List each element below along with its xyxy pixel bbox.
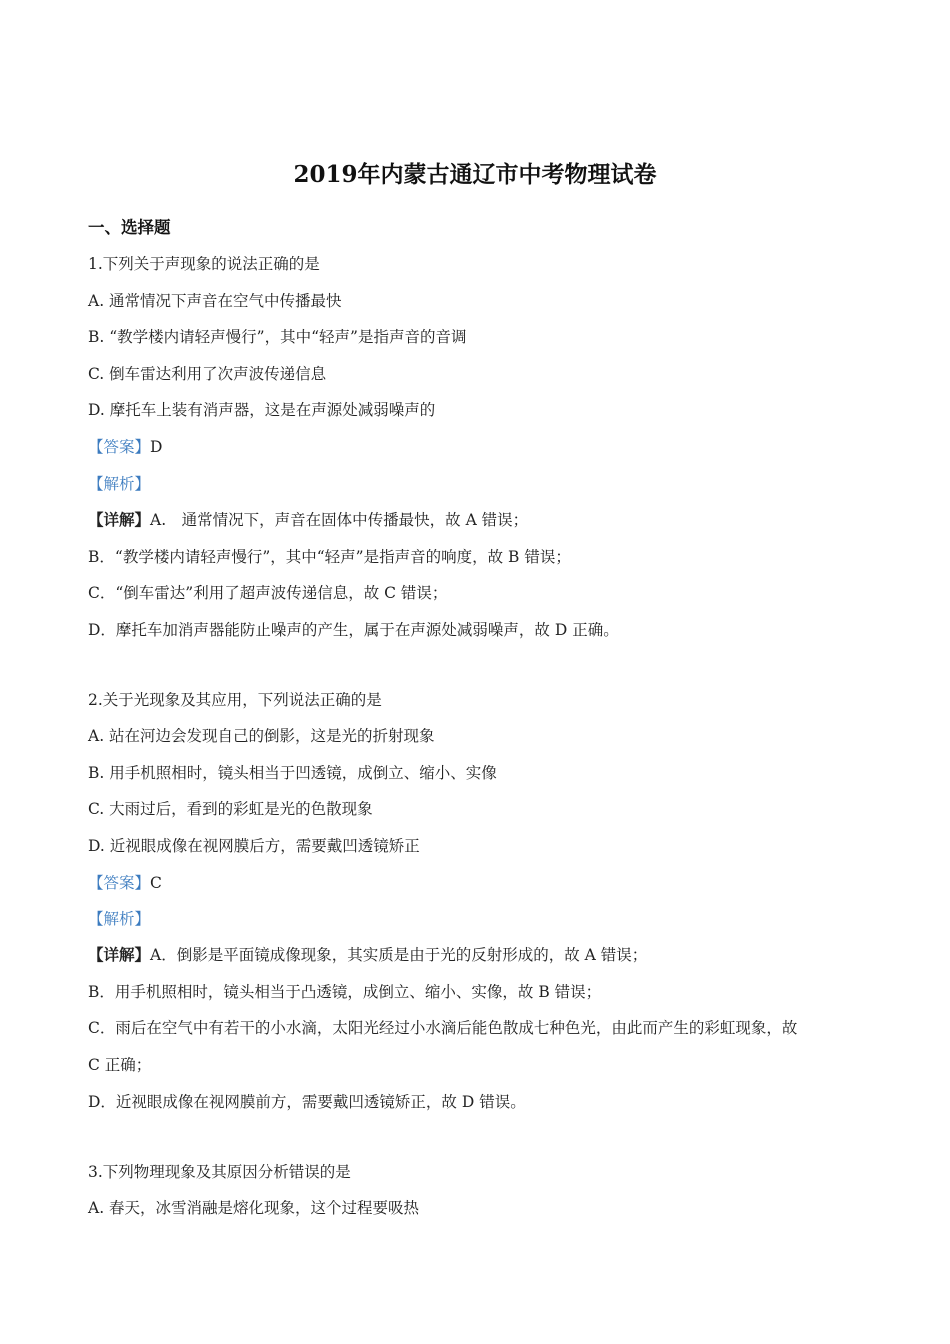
question-1-detail-d: D．摩托车加消声器能防止噪声的产生，属于在声源处减弱噪声，故 D 正确。 <box>88 621 619 639</box>
answer-tag: 【答案】 <box>88 874 151 892</box>
detail-text: A．倒影是平面镜成像现象，其实质是由于光的反射形成的，故 A 错误； <box>150 946 648 964</box>
document-title: 2019年内蒙古通辽市中考物理试卷 <box>293 161 657 188</box>
question-1-analysis-tag: 【解析】 <box>88 475 151 493</box>
question-1-option-c: C. 倒车雷达利用了次声波传递信息 <box>88 365 327 383</box>
question-1-option-b: B. “教学楼内请轻声慢行”，其中“轻声”是指声音的音调 <box>88 328 467 346</box>
question-3-option-a: A. 春天，冰雪消融是熔化现象，这个过程要吸热 <box>88 1199 420 1217</box>
question-2-option-d: D. 近视眼成像在视网膜后方，需要戴凹透镜矫正 <box>88 837 420 855</box>
question-3-stem: 3.下列物理现象及其原因分析错误的是 <box>88 1163 351 1181</box>
question-1-detail-a <box>88 508 528 532</box>
question-1-detail-b: B．“教学楼内请轻声慢行”，其中“轻声”是指声音的响度，故 B 错误； <box>88 548 571 566</box>
question-2-stem: 2.关于光现象及其应用，下列说法正确的是 <box>88 691 382 709</box>
question-2-detail-c: C．雨后在空气中有若干的小水滴，太阳光经过小水滴后能色散成七种色光，由此而产生的彩虹现象，故 <box>88 1019 798 1037</box>
question-2-detail-d: D．近视眼成像在视网膜前方，需要戴凹透镜矫正，故 D 错误。 <box>88 1093 526 1111</box>
question-2-option-a: A. 站在河边会发现自己的倒影，这是光的折射现象 <box>88 727 435 745</box>
detail-text: A. 通常情况下，声音在固体中传播最快，故 A 错误； <box>150 511 529 529</box>
answer-value: D <box>150 438 163 456</box>
question-2-answer <box>88 871 162 895</box>
question-2-option-b: B. 用手机照相时，镜头相当于凹透镜，成倒立、缩小、实像 <box>88 764 497 782</box>
detail-tag: 【详解】 <box>88 945 151 964</box>
question-2-detail-c-continued: C 正确； <box>88 1056 152 1074</box>
question-1-stem: 1.下列关于声现象的说法正确的是 <box>88 255 320 273</box>
question-2-detail-b: B．用手机照相时，镜头相当于凸透镜，成倒立、缩小、实像，故 B 错误； <box>88 983 602 1001</box>
answer-value: C <box>150 874 162 892</box>
question-1-option-a: A. 通常情况下声音在空气中传播最快 <box>88 292 342 310</box>
question-2-option-c: C. 大雨过后，看到的彩虹是光的色散现象 <box>88 800 373 818</box>
answer-tag: 【答案】 <box>88 438 151 456</box>
section-heading: 一、选择题 <box>88 218 171 237</box>
question-1-answer <box>88 435 162 459</box>
question-2-detail-a <box>88 943 647 967</box>
detail-tag: 【详解】 <box>88 510 151 529</box>
question-1-detail-c: C．“倒车雷达”利用了超声波传递信息，故 C 错误； <box>88 584 448 602</box>
question-2-analysis-tag: 【解析】 <box>88 910 151 928</box>
question-1-option-d: D. 摩托车上装有消声器，这是在声源处减弱噪声的 <box>88 401 436 419</box>
